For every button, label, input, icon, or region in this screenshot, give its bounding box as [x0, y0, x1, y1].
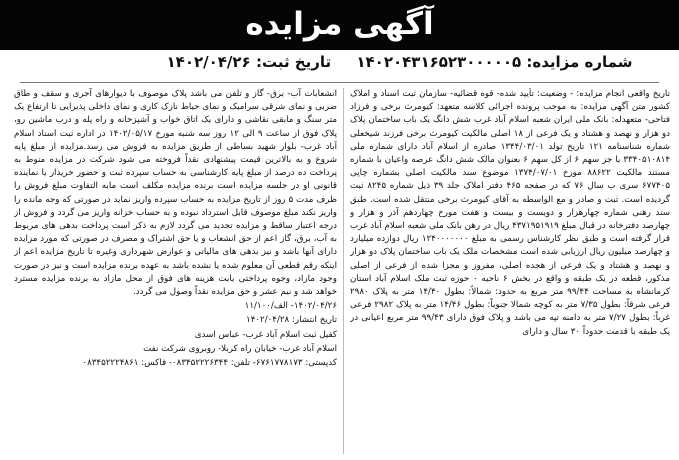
office-address: اسلام آباد غرب- خیابان راه کربلا- روبروی شرکت نفت [143, 343, 337, 354]
registration-date: تاریخ ثبت: ۱۴۰۲/۰۴/۲۶ [166, 53, 332, 71]
left-text-column [14, 88, 337, 454]
auction-meta [120, 48, 679, 78]
right-text-column [350, 88, 670, 454]
column-divider [343, 88, 344, 454]
right-column-text: تاریخ واقعی انجام مزایده: - وضعیت: تأیید شده- قوه قضائیه- سازمان ثبت اسناد و املاک کشور متن آگهی مزایده: به موجب پرونده اجرائی کلاسه متعهد: کیومرث برخی و فرزاد فتاحی- متعهدله: بانک ملی ایران شعبه اسلام آباد غرب شش دانگ یک باب ساختمان پلاک دو هزار و نهصد و هشتاد و یک فرعی از ۱۸ اصلی مالکیت کیومرث برخی فرزند شیخعلی شماره شناسنامه ۱۲۱ تاریخ تولد ۱۳۴۴/۰۳/۰۱ صادره از اسلام آباد دارای شماره ملی ۳۳۴۰۵۱۰۸۱۴ با جز سهم ۶ از کل سهم ۶ بعنوان مالک شش دانگ عرصه واعیان با شماره مستند مالکیت ۸۸۶۲۲ مورخ ۱۳۷۴/۰۷/۰۱ موضوع سند مالکیت اصلی بشماره چاپی ۶۷۷۴۰۵ سری ب سال ۷۶ که در صفحه ۴۶۵ دفتر املاک جلد ۳۹ ذیل شماره ۸۲۴۵ ثبت گردیده است. ثبت و صادر و مع الواسطه به آقای کیومرث برخی منتقل شده است. طبق سند رهنی شماره چهارهزار و دویست و بیست و هفت مورخ چهاردهم آذر و هزار و چهارصد دفترخانه در قبال مبلغ ۴۳۷۱۹۵۱۹۱۹ ریال در رهن بانک ملی شعبه اسلام آباد غرب قرار گرفته است و طبق نظر کارشناس رسمی به مبلغ ۱۲۴۰۰۰۰۰۰۰ ریال دوازده میلیارد و چهارصد میلیون ریال ارزیابی شده است مشخصات ملک یک باب ساختمان پلاک دو هزار و نهصد و هشتاد و یک فرعی از هجده اصلی، مفروز و مجزا شده از فرعی از اصلی مذکور، قطعه در یک طبقه و واقع در بخش ۶ ناحیه ۰ حوزه ثبت ملک اسلام آباد استان کرمانشاه به مساحت ۹۹/۴۴ متر مربع به حدود: شمالاً: بطول ۱۴/۴۰ متر به پلاک ۲۹۸۰ فرعی شرقاً: بطول ۷/۳۵ متر به کوچه شمالا جنوباً: بطول ۱۴/۴۶ متر به پلاک ۲۹۸۲ فرعی غرباً: بطول ۷/۲۷ متر به دامنه تپه می باشد و پلاک فوق دارای ۹۹/۴۳ متر مربع اعیانی در یک طبقه با قدمت حدوداً ۳۰ سال و دارای [350, 89, 670, 337]
signature: کفیل ثبت اسلام آباد غرب- عباس اسدی [194, 329, 337, 340]
reference-line: ۱۴۰۲/۰۴/۲۶- الف/۱۱/۱۰۰ [244, 301, 337, 312]
contact-info: کدپستی: ۶۷۶۱۷۷۸۱۷۳- تلفن: ۰۸۳۴۵۲۲۲۶۳۴۴- فاکس: ۰۸۳۴۵۲۲۲۴۸۶۱ [82, 358, 337, 369]
left-column-text: انشعابات آب- برق- گاز و تلفن می باشد پلاک موصوف با دیوارهای آجری و سقف و طاق ضربی و نمای شرقی سرامیک و نمای حیاط نازک کاری و نمای داخلی پذیرایی تا ارتفاع یک متر سنگ و مابقی نقاشی و دارای یک اتاق خواب و آشپزخانه و راه پله و درب ماشین رو، پلاک فوق از ساعت ۹ الی ۱۲ روز سه شنبه مورخ ۱۴۰۲/۰۵/۱۷ در اداره ثبت اسناد اسلام آباد غرب- بلوار شهید بساطی از طریق مزایده به فروش می رسد.مزایده از مبلغ پایه شروع و به بالاترین قیمت پیشنهادی نقداً فروخته می شود شرکت در مزایده منوط به پرداخت ده درصد از مبلغ پایه کارشناسی به حساب سپرده ثبت و حضور خریدار یا نماینده قانونی او در جلسه مزایده است برنده مزایده مکلف است مابه التفاوت مبلغ فروش را ظرف مدت ۵ روز از تاریخ مزایده به حساب سپرده واریز نماید در صورتی که وجه مانده را واریز نکند مبلغ موصوف قابل استرداد نبوده و به حساب خزانه واریز می گردد و فروش از درجه اعتبار ساقط و مزایده تجدید می گردد لازم به ذکر است پرداخت بدهی های مربوط به آب، برق، گاز اعم از حق انشعاب و یا حق اشتراک و مصرف در صورتی که مورد مزایده دارای آنها باشد و نیز بدهی های مالیاتی و عوارض شهرداری وغیره تا تاریخ مزایده اعم از اینکه رقم قطعی آن معلوم شده یا نشده باشد به عهده برنده مزایده است و نیز در صورت وجود مازاد، وجوه پرداختی بابت هزینه های فوق از محل مازاد به برنده مزایده مسترد خواهد شد و نیم عشر و حق مزایده نقداً وصول می گردد. [14, 89, 337, 298]
publish-date: تاریخ انتشار: ۱۴۰۲/۰۴/۲۸ [246, 315, 337, 326]
auction-number: شماره مزایده: ۱۴۰۲۰۴۳۱۶۵۲۳۰۰۰۰۰۵ [356, 53, 633, 71]
header-divider [20, 82, 659, 83]
notice-title: آگهی مزایده [245, 6, 434, 42]
title-banner [0, 0, 679, 50]
